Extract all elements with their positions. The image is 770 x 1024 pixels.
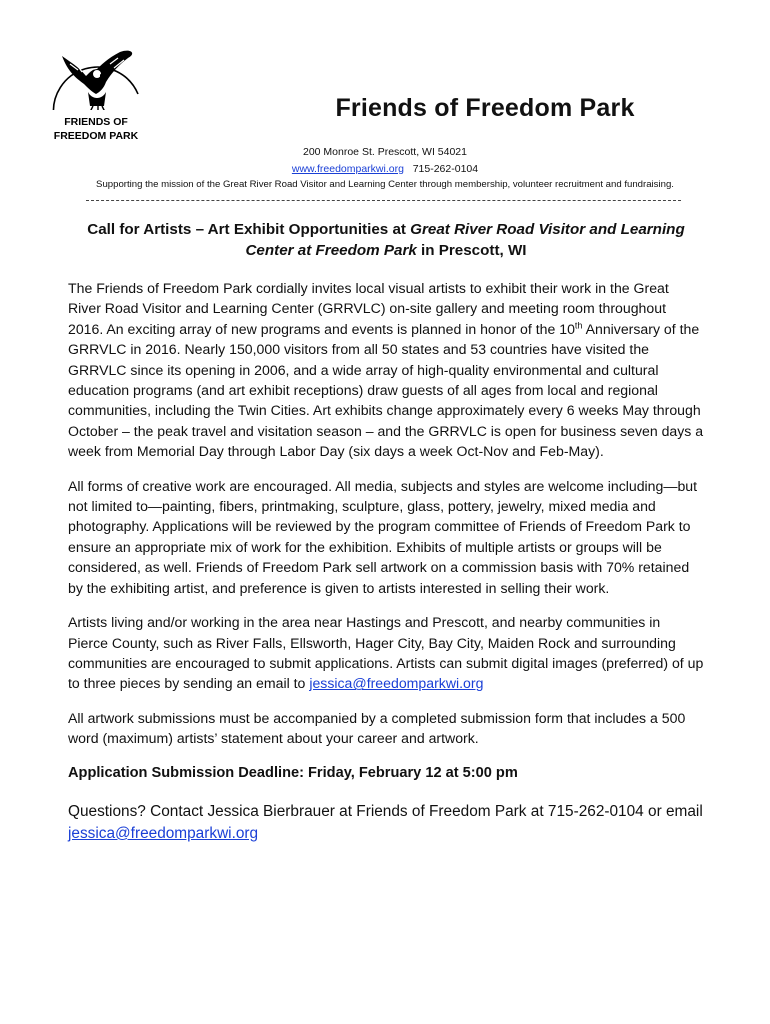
deadline-text: Application Submission Deadline: Friday, February 12 at 5:00 pm (68, 764, 518, 781)
eligibility-text: Artists living and/or working in the area near Hastings and Prescott, and nearby communities in Pierce County, such as River Falls, Ellsworth, Hager City, Bay City, Maiden Rock and surrounding communities are encouraged to submit applications. Artists can submit digital images (preferred) of up to three pieces by sending an email to (68, 614, 704, 692)
logo-text-line2: FREEDOM PARK (53, 130, 139, 142)
intro-paragraph (68, 278, 704, 462)
intro-text-start: The Friends of Freedom Park cordially invites local visual artists to exhibit their work in the Great River Road Visitor and Learning Center (GRRVLC) on-site gallery and meeting room throughout 2016. An exciting array of new programs and events is planned in honor of the 10 (68, 280, 669, 337)
mission-statement: Supporting the mission of the Great River Road Visitor and Learning Center through membership, volunteer recruitment and fundraising. (96, 179, 674, 190)
friends-of-freedom-park-logo (48, 48, 146, 148)
requirements-paragraph: All artwork submissions must be accompanied by a completed submission form that includes a 500 word (maximum) artists’ statement about your career and artwork. (68, 709, 686, 747)
intro-text-end: Anniversary of the GRRVLC in 2016. Nearly 150,000 visitors from all 50 states and 53 countries have visited the GRRVLC since its opening in 2006, and a wide array of high-quality environmental and cultural education programs (and art exhibit receptions) draw guests of all ages from local and regional communities, including the Twin Cities. Art exhibits change approximately every 6 weeks May through October – the peak travel and visitation season – and the GRRVLC is open for business seven days a week from Memorial Day through Labor Day (six days a week Oct-Nov and Feb-May). (68, 320, 704, 460)
contact-text: Questions? Contact Jessica Bierbrauer at Friends of Freedom Park at 715-262-0104 or email (68, 802, 703, 820)
title-suffix: in Prescott, WI (416, 242, 527, 259)
eagle-icon (48, 48, 146, 148)
organization-title: Friends of Freedom Park (335, 94, 635, 122)
contact-line (200, 163, 570, 175)
divider-rule (86, 200, 681, 201)
logo-text-line1: FRIENDS OF (64, 116, 128, 128)
street-address: 200 Monroe St. Prescott, WI 54021 (302, 146, 467, 158)
call-for-artists-title (68, 219, 704, 261)
ordinal-suffix: th (574, 320, 583, 331)
document-body (68, 219, 704, 859)
media-paragraph: All forms of creative work are encouraged. All media, subjects and styles are welcome including—but not limited to—painting, fibers, printmaking, sculpture, glass, pottery, jewelry, mixed media and photography. Applications will be reviewed by the program committee of Friends of Freedom Park to ensure an appropriate mix of work for the exhibition. Exhibits of multiple artists or groups will be considered, as well. Friends of Freedom Park sell artwork on a commission basis with 70% retained by the exhibiting artist, and preference is given to artists interested in selling their work. (68, 477, 698, 596)
phone-number: 715-262-0104 (412, 163, 479, 175)
contact-email-link[interactable]: jessica@freedomparkwi.org (68, 824, 259, 842)
submission-email-link[interactable]: jessica@freedomparkwi.org (309, 675, 484, 692)
eligibility-paragraph (68, 612, 704, 694)
title-prefix: Call for Artists – Art Exhibit Opportunities at (87, 221, 411, 238)
title-venue: Great River Road Visitor and Learning Center at Freedom Park (245, 221, 685, 259)
website-link[interactable]: www.freedomparkwi.org (291, 163, 404, 175)
contact-paragraph (68, 801, 704, 845)
